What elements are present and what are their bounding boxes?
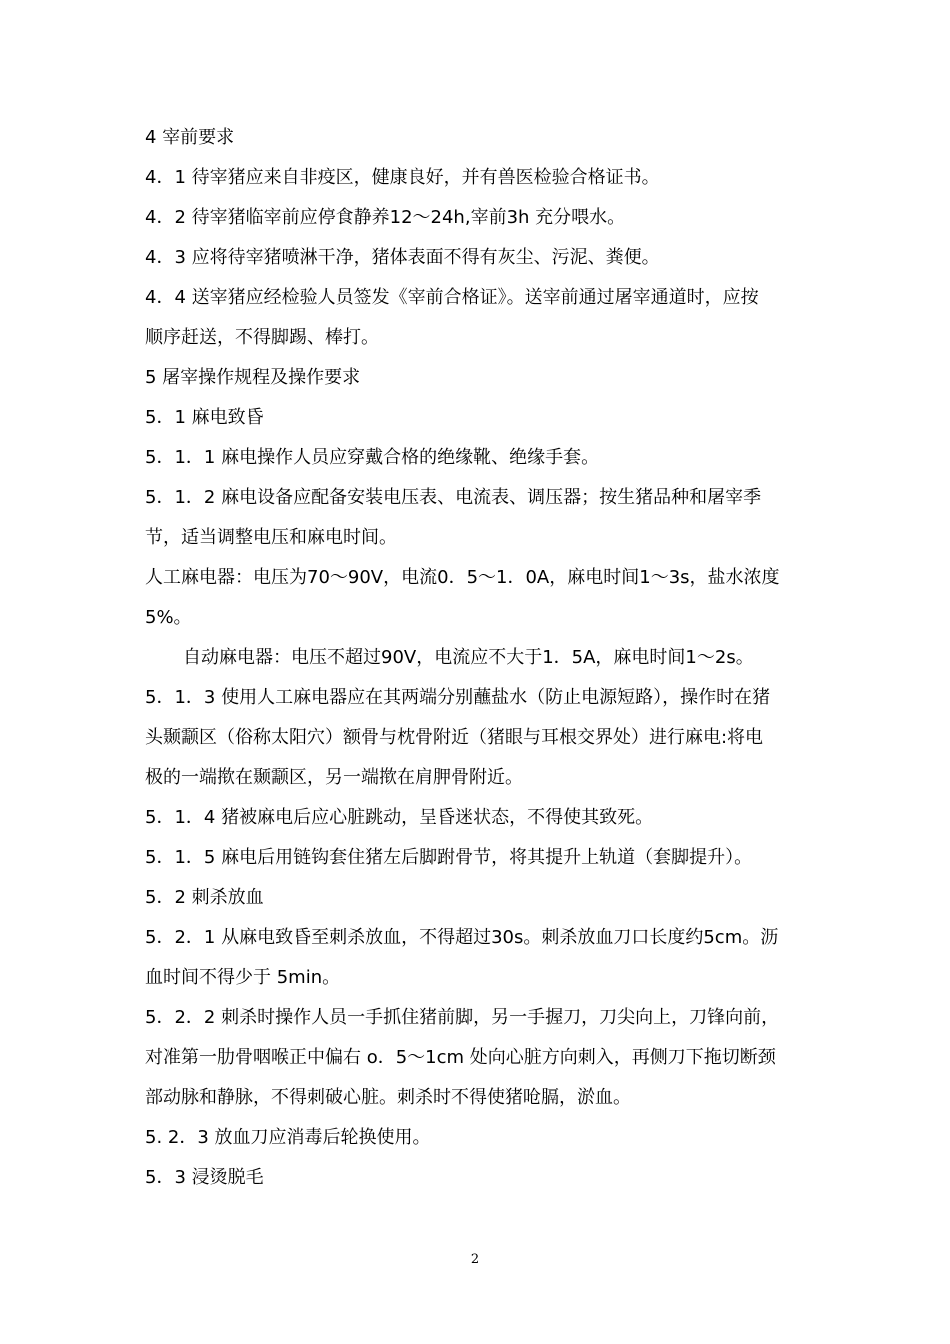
paragraph-4-4: 4．4 送宰猪应经检验人员签发《宰前合格证》。送宰前通过屠宰通道时，应按 [145, 287, 759, 308]
paragraph-5-1-1: 5．1．1 麻电操作人员应穿戴合格的绝缘靴、绝缘手套。 [145, 447, 600, 468]
paragraph-5-2-1: 5．2．1 从麻电致昏至刺杀放血，不得超过30s。刺杀放血刀口长度约5cm。沥 [145, 927, 779, 948]
paragraph-5-1-2: 5．1．2 麻电设备应配备安装电压表、电流表、调压器；按生猪品种和屠宰季 [145, 487, 762, 508]
paragraph-5-1-4: 5．1．4 猪被麻电后应心脏跳动，呈昏迷状态，不得使其致死。 [145, 807, 654, 828]
paragraph-4-1: 4．1 待宰猪应来自非疫区，健康良好，并有兽医检验合格证书。 [145, 167, 660, 188]
section-heading-5: 5 屠宰操作规程及操作要求 [145, 367, 361, 388]
paragraph-5-1-3-continued: 头颞颥区（俗称太阳穴）额骨与枕骨附近（猪眼与耳根交界处）进行麻电:将电 [145, 727, 764, 748]
paragraph-5-1-3-end: 极的一端揿在颞颥区，另一端揿在肩胛骨附近。 [145, 767, 523, 788]
paragraph-5-2-2: 5．2．2 刺杀时操作人员一手抓住猪前脚，另一手握刀，刀尖向上，刀锋向前， [145, 1007, 780, 1028]
paragraph-automatic-stunner: 自动麻电器：电压不超过90V，电流应不大于1．5A，麻电时间1～2s。 [183, 647, 754, 668]
paragraph-manual-stunner-continued: 5%。 [145, 607, 192, 628]
paragraph-5-1-5: 5．1．5 麻电后用链钩套住猪左后脚跗骨节，将其提升上轨道（套脚提升）。 [145, 847, 753, 868]
paragraph-5-1-2-continued: 节，适当调整电压和麻电时间。 [145, 527, 397, 548]
paragraph-4-3: 4．3 应将待宰猪喷淋干净，猪体表面不得有灰尘、污泥、粪便。 [145, 247, 660, 268]
paragraph-5-2-3: 5. 2．3 放血刀应消毒后轮换使用。 [145, 1127, 431, 1148]
subsection-heading-5-2: 5．2 刺杀放血 [145, 887, 264, 908]
subsection-heading-5-3: 5．3 浸烫脱毛 [145, 1167, 264, 1188]
section-heading-4: 4 宰前要求 [145, 127, 235, 148]
paragraph-5-2-1-continued: 血时间不得少于 5min。 [145, 967, 341, 988]
paragraph-5-2-2-end: 部动脉和静脉，不得刺破心脏。刺杀时不得使猪呛膈，淤血。 [145, 1087, 631, 1108]
paragraph-manual-stunner: 人工麻电器：电压为70～90V，电流0．5～1．0A，麻电时间1～3s，盐水浓度 [145, 567, 780, 588]
paragraph-4-4-continued: 顺序赶送，不得脚踢、棒打。 [145, 327, 379, 348]
document-body [145, 118, 810, 1198]
page-number: 2 [470, 1252, 480, 1267]
paragraph-5-2-2-continued: 对准第一肋骨咽喉正中偏右 o．5～1cm 处向心脏方向刺入，再侧刀下拖切断颈 [145, 1047, 776, 1068]
paragraph-5-1-3: 5．1．3 使用人工麻电器应在其两端分别蘸盐水（防止电源短路），操作时在猪 [145, 687, 771, 708]
paragraph-4-2: 4．2 待宰猪临宰前应停食静养12～24h,宰前3h 充分喂水。 [145, 207, 626, 228]
subsection-heading-5-1: 5．1 麻电致昏 [145, 407, 264, 428]
